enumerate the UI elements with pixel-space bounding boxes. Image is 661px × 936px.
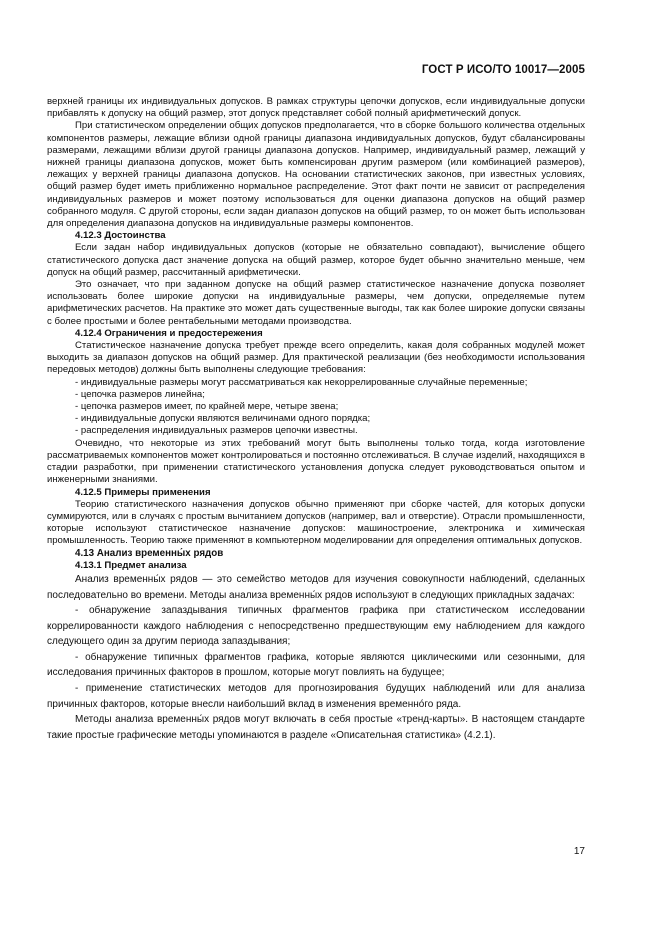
paragraph: Теорию статистического назначения допусков обычно применяют при сборке частей, для которых допуски суммируются, или в случаях с простым вычитанием допусков (например, вал и отверстие). Отрасли промышленности, которые используют статистическое назначение допусков: машиностроение, электроника и химическая промышленность. Теорию также применяют в компьютерном моделировании для определения оптимальных допусков. [47,498,585,547]
paragraph: Очевидно, что некоторые из этих требований могут быть выполнены только тогда, когда изготовление рассматриваемых компонентов может контролироваться и постоянно отслеживаться. В случае изделий, находящихся в стадии разработки, при применении статистического установления допуска следует руководствоваться опытом и инженерными знаниями. [47,437,585,486]
paragraph: Анализ временны́х рядов — это семейство методов для изучения совокупности наблюдений, сделанных последовательно во времени. Методы анализа временны́х рядов используют в следующих прикладных задачах: [47,573,585,601]
paragraph: Статистическое назначение допуска требует прежде всего определить, какая доля собранных модулей может выходить за диапазон допусков на общий размер. Для практической реализации (без необходимости использования передовых методов) должны быть выполнены следующие требования: [47,340,585,376]
list-item: - обнаружение запаздывания типичных фрагментов графика при статистическом исследовании коррелированности каждого наблюдения с непосредственно предшествующим ему наблюдением для каждого следующего один за другим периода запаздывания; [47,605,585,648]
document-header: ГОСТ Р ИСО/ТО 10017—2005 [421,64,585,76]
page-number: 17 [573,846,585,857]
section-heading: 4.13 Анализ временны́х рядов [75,547,224,559]
list-item: - распределения индивидуальных размеров цепочки известны. [75,425,358,437]
list-item: - цепочка размеров имеет, по крайней мере, четыре звена; [75,401,339,413]
list-item: - обнаружение типичных фрагментов графика, которые являются циклическими или сезонными, для исследования причинных факторов в прошлом, которые могут повлиять на будущее; [47,651,585,679]
paragraph: При статистическом определении общих допусков предполагается, что в сборке большого количества отдельных компонентов размеры, лежащие вблизи одной границы диапазона индивидуальных допусков, будут сбалансированы размерами, лежащими вблизи другой границы диапазона допусков. Например, индивидуальный размер, лежащий у нижней границы диапазона допусков, может быть компенсирован другим размером (или комбинацией размеров), лежащих у верхней границы диапазона допусков. На основании статистических законов, при известных условиях, общий размер будет иметь приближенно нормальное распределение. Этот факт почти не зависит от распределения индивидуальных размеров и может поэтому использоваться для оценки диапазона допусков на общий размер собранного модуля. С другой стороны, если задан диапазон допусков на общий размер, то он может быть использован для определения диапазона допусков на индивидуальные размеры компонентов. [47,120,585,230]
section-heading: 4.12.5 Примеры применения [75,486,211,498]
paragraph: верхней границы их индивидуальных допусков. В рамках структуры цепочки допусков, если индивидуальные допуски прибавлять к допуску на общий размер, этот допуск представляет собой полный арифметический допуск. [47,96,585,120]
section-heading: 4.12.3 Достоинства [75,230,166,242]
list-item: - цепочка размеров линейна; [75,388,205,400]
section-heading: 4.13.1 Предмет анализа [75,559,187,571]
page-content [47,96,585,743]
list-item: - применение статистических методов для прогнозирования будущих наблюдений или для анализа причинных факторов, которые внесли наибольший вклад в изменения временно́го ряда. [47,683,585,710]
section-heading: 4.12.4 Ограничения и предостережения [75,327,263,339]
list-item: - индивидуальные размеры могут рассматриваться как некоррелированные случайные переменные; [75,376,528,388]
paragraph: Если задан набор индивидуальных допусков (которые не обязательно совпадают), вычисление общего статистического допуска даст значение допуска на общий размер, которое будет обычно значительно меньше, чем допуск на общий размер, рассчитанный арифметически. [47,242,585,278]
paragraph: Методы анализа временны́х рядов могут включать в себя простые «тренд-карты». В настоящем стандарте такие простые графические методы упоминаются в разделе «Описательная статистика» (4.2.1). [47,714,585,741]
list-item: - индивидуальные допуски являются величинами одного порядка; [75,413,371,425]
paragraph: Это означает, что при заданном допуске на общий размер статистическое назначение допуска позволяет использовать более широкие допуски на индивидуальные размеры, чем допуски, определяемые путем арифметических расчетов. На практике это может дать существенные выгоды, так как более широкие допуски связаны с более простыми и более рентабельными методами производства. [47,279,585,327]
